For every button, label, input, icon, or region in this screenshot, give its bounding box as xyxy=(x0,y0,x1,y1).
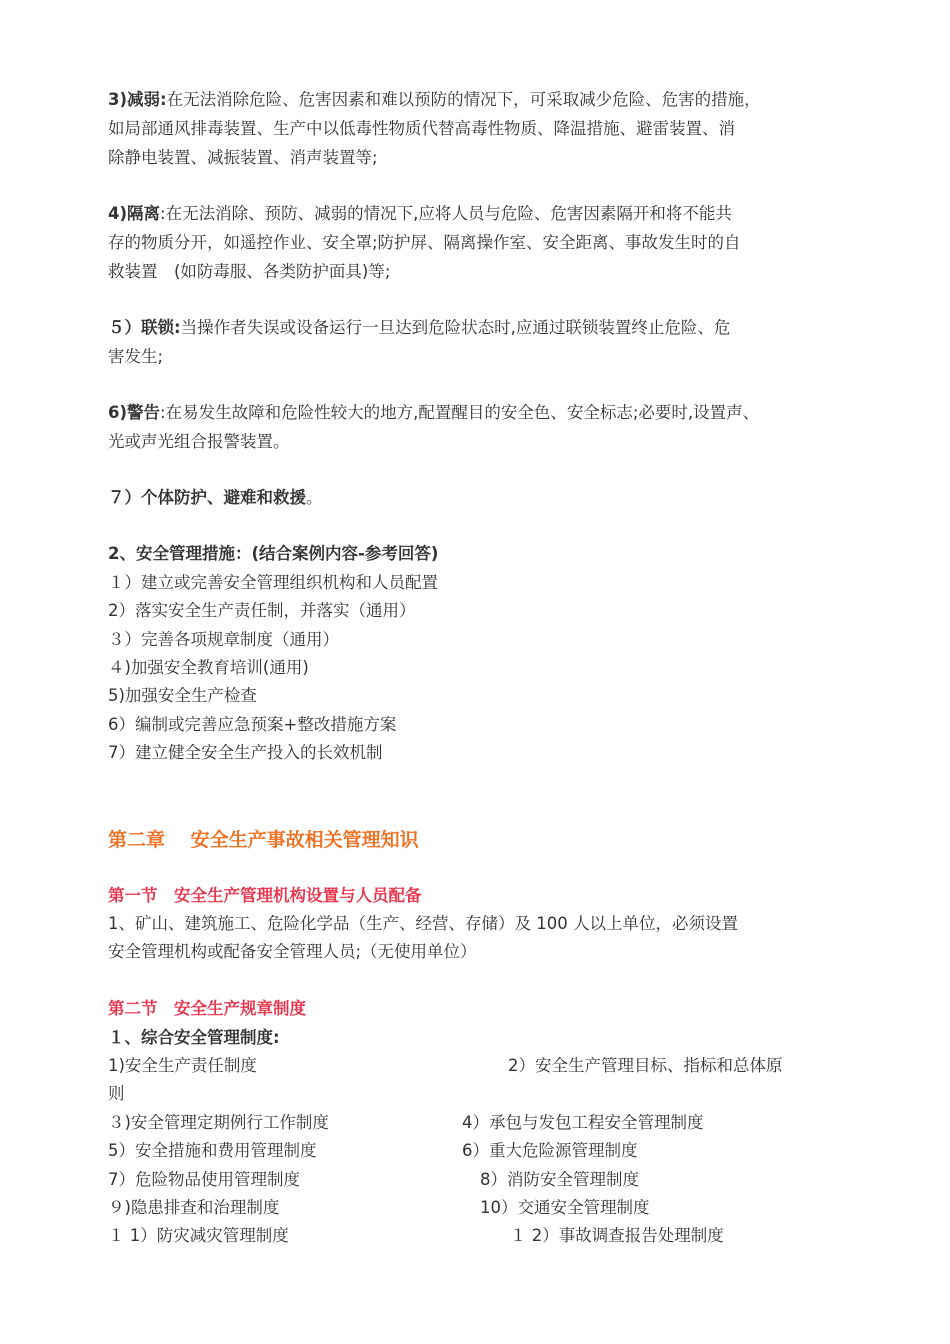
section1-line2: 安全管理机构或配备安全管理人员;（无使用单位） xyxy=(108,942,477,961)
item4-line2: 存的物质分开，如遥控作业、安全罩;防护屏、隔离操作室、安全距离、事故发生时的自 xyxy=(108,233,741,252)
item6-label: 6)警告 xyxy=(108,403,161,422)
list-item: ４)加强安全教育培训(通用) xyxy=(108,658,309,677)
item7-line: ７）个体防护、避难和救援。 xyxy=(108,488,323,507)
item3-line1: 3)减弱:在无法消除危险、危害因素和难以预防的情况下，可采取减少危险、危害的措施， xyxy=(108,90,761,109)
rule-item-wrap: 则 xyxy=(108,1084,125,1103)
list-item: ３）完善各项规章制度（通用） xyxy=(108,630,339,649)
item5-line1: ５）联锁:当操作者失误或设备运行一旦达到危险状态时,应通过联锁装置终止危险、危 xyxy=(108,318,731,337)
item4-line3: 救装置 (如防毒服、各类防护面具)等; xyxy=(108,262,391,281)
item6-line1: 6)警告:在易发生故障和危险性较大的地方,配置醒目的安全色、安全标志;必要时,设置声、 xyxy=(108,403,760,422)
list-item: 5)加强安全生产检查 xyxy=(108,686,257,705)
item3-label: 3)减弱: xyxy=(108,90,167,109)
section2-heading: 2、安全管理措施：(结合案例内容-参考回答) xyxy=(108,544,439,563)
rule-item: 8）消防安全管理制度 xyxy=(480,1170,639,1189)
rule-item: ３)安全管理定期例行工作制度 xyxy=(108,1113,329,1132)
item4-label: 4)隔离 xyxy=(108,204,161,223)
list-item: １）建立或完善安全管理组织机构和人员配置 xyxy=(108,573,438,592)
section1-title: 第一节 安全生产管理机构设置与人员配备 xyxy=(108,886,422,905)
rule-item: １ 1）防灾减灾管理制度 xyxy=(108,1226,289,1245)
rule-item: 4）承包与发包工程安全管理制度 xyxy=(462,1113,704,1132)
section2-subheading: １、综合安全管理制度: xyxy=(108,1028,280,1047)
item3-line2: 如局部通风排毒装置、生产中以低毒性物质代替高毒性物质、降温措施、避雷装置、消 xyxy=(108,119,735,138)
rule-item: ９)隐患排查和治理制度 xyxy=(108,1198,280,1217)
item5-label: ５）联锁: xyxy=(108,318,181,337)
item4-line1: 4)隔离:在无法消除、预防、减弱的情况下,应将人员与危险、危害因素隔开和将不能共 xyxy=(108,204,732,223)
rule-item: 6）重大危险源管理制度 xyxy=(462,1141,638,1160)
rule-item: 7）危险物品使用管理制度 xyxy=(108,1170,300,1189)
rule-item: 10）交通安全管理制度 xyxy=(480,1198,650,1217)
item7-label: ７）个体防护、避难和救援 xyxy=(108,488,306,507)
list-item: 2）落实安全生产责任制，并落实（通用） xyxy=(108,601,416,620)
rule-item: 2）安全生产管理目标、指标和总体原 xyxy=(508,1056,783,1075)
rule-item: 1)安全生产责任制度 xyxy=(108,1056,257,1075)
chapter-title: 第二章 安全生产事故相关管理知识 xyxy=(108,829,419,851)
section2-title: 第二节 安全生产规章制度 xyxy=(108,999,306,1018)
item3-line3: 除静电装置、减振装置、消声装置等; xyxy=(108,148,378,167)
section1-line1: 1、矿山、建筑施工、危险化学品（生产、经营、存储）及 100 人以上单位，必须设置 xyxy=(108,914,738,933)
list-item: 6）编制或完善应急预案+整改措施方案 xyxy=(108,715,397,734)
item5-line2: 害发生; xyxy=(108,347,164,366)
item6-line2: 光或声光组合报警装置。 xyxy=(108,432,290,451)
rule-item: １ 2）事故调查报告处理制度 xyxy=(510,1226,724,1245)
list-item: 7）建立健全安全生产投入的长效机制 xyxy=(108,743,383,762)
rule-item: 5）安全措施和费用管理制度 xyxy=(108,1141,317,1160)
